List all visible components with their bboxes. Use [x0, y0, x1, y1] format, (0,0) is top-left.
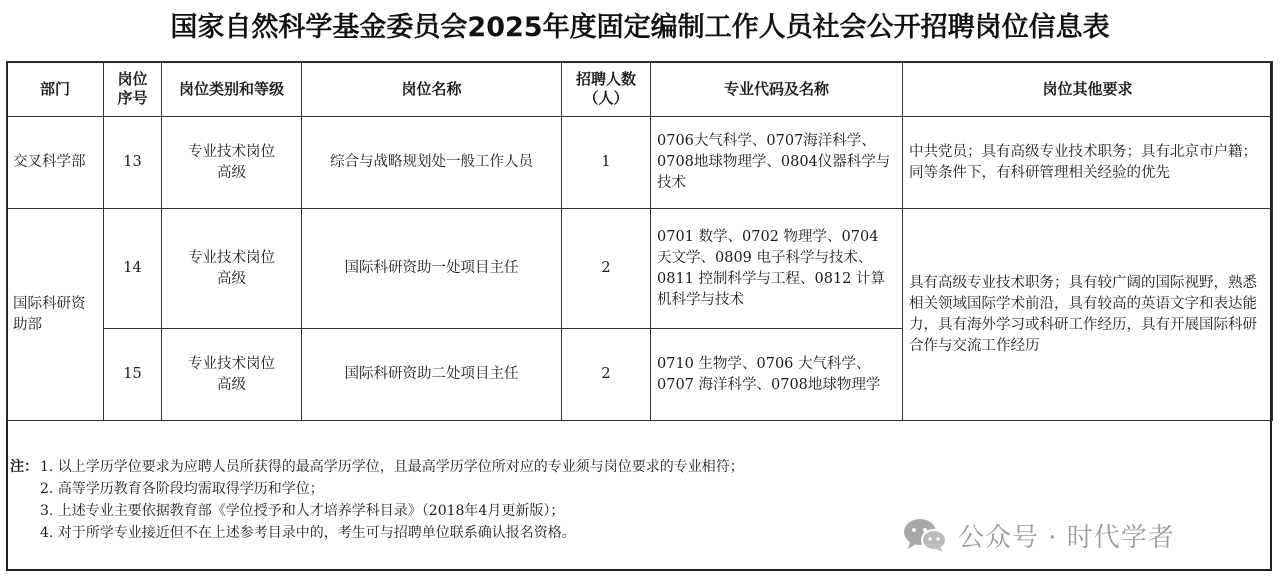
table-header-row: [7, 62, 1273, 117]
job-table: [6, 61, 1273, 421]
major-cell: 0701 数学、0702 物理学、0704 天文学、0809 电子科学与技术、0811 控制科学与工程、0812 计算机科学与技术: [651, 209, 903, 329]
note-item: [10, 522, 1010, 544]
other-cell: 中共党员；具有高级专业技术职务；具有北京市户籍；同等条件下，有科研管理相关经验的优先: [903, 117, 1273, 209]
note-item: [10, 500, 1010, 522]
table-row: [7, 209, 1273, 329]
category-cell: 专业技术岗位 高级: [162, 117, 302, 209]
dept-cell: 国际科研资助部: [7, 209, 104, 421]
other-cell: 具有高级专业技术职务；具有较广阔的国际视野，熟悉相关领域国际学术前沿，具有较高的英语文字和表达能力，具有海外学习或科研工作经历，具有开展国际科研合作与交流工作经历: [903, 209, 1273, 421]
note-text: 2. 高等学历教育各阶段均需取得学历和学位；: [40, 481, 324, 497]
header-category: 岗位类别和等级: [162, 62, 302, 117]
note-text: 3. 上述专业主要依据教育部《学位授予和人才培养学科目录》（2018年4月更新版）；: [40, 503, 565, 519]
note-item: [10, 456, 1010, 478]
count-cell: 2: [562, 329, 651, 421]
header-other: 岗位其他要求: [903, 62, 1273, 117]
watermark: [902, 515, 1175, 555]
major-cell: 0706大气科学、0707海洋科学、0708地球物理学、0804仪器科学与技术: [651, 117, 903, 209]
header-dept: 部门: [7, 62, 104, 117]
position-cell: 国际科研资助一处项目主任: [302, 209, 562, 329]
note-text: 1. 以上学历学位要求为应聘人员所获得的最高学历学位，且最高学历学位所对应的专业须与岗位要求的专业相符；: [40, 459, 744, 475]
notes-block: [10, 456, 1010, 544]
category-cell: 专业技术岗位 高级: [162, 329, 302, 421]
major-cell: 0710 生物学、0706 大气科学、0707 海洋科学、0708地球物理学: [651, 329, 903, 421]
header-position: 岗位名称: [302, 62, 562, 117]
note-item: [10, 478, 1010, 500]
header-count: 招聘人数 （人）: [562, 62, 651, 117]
dept-cell: 交叉科学部: [7, 117, 104, 209]
count-cell: 2: [562, 209, 651, 329]
seq-cell: 15: [104, 329, 162, 421]
seq-cell: 14: [104, 209, 162, 329]
table-row: [7, 117, 1273, 209]
header-major: 专业代码及名称: [651, 62, 903, 117]
page-title: 国家自然科学基金委员会2025年度固定编制工作人员社会公开招聘岗位信息表: [170, 12, 1110, 43]
position-cell: 综合与战略规划处一般工作人员: [302, 117, 562, 209]
count-cell: 1: [562, 117, 651, 209]
wechat-icon: [902, 517, 948, 553]
category-cell: 专业技术岗位 高级: [162, 209, 302, 329]
position-cell: 国际科研资助二处项目主任: [302, 329, 562, 421]
header-seq: 岗位 序号: [104, 62, 162, 117]
seq-cell: 13: [104, 117, 162, 209]
note-text: 4. 对于所学专业接近但不在上述参考目录中的，考生可与招聘单位联系确认报名资格。: [40, 525, 576, 541]
notes-label: 注：: [10, 459, 38, 475]
watermark-text: 公众号 · 时代学者: [958, 522, 1175, 553]
